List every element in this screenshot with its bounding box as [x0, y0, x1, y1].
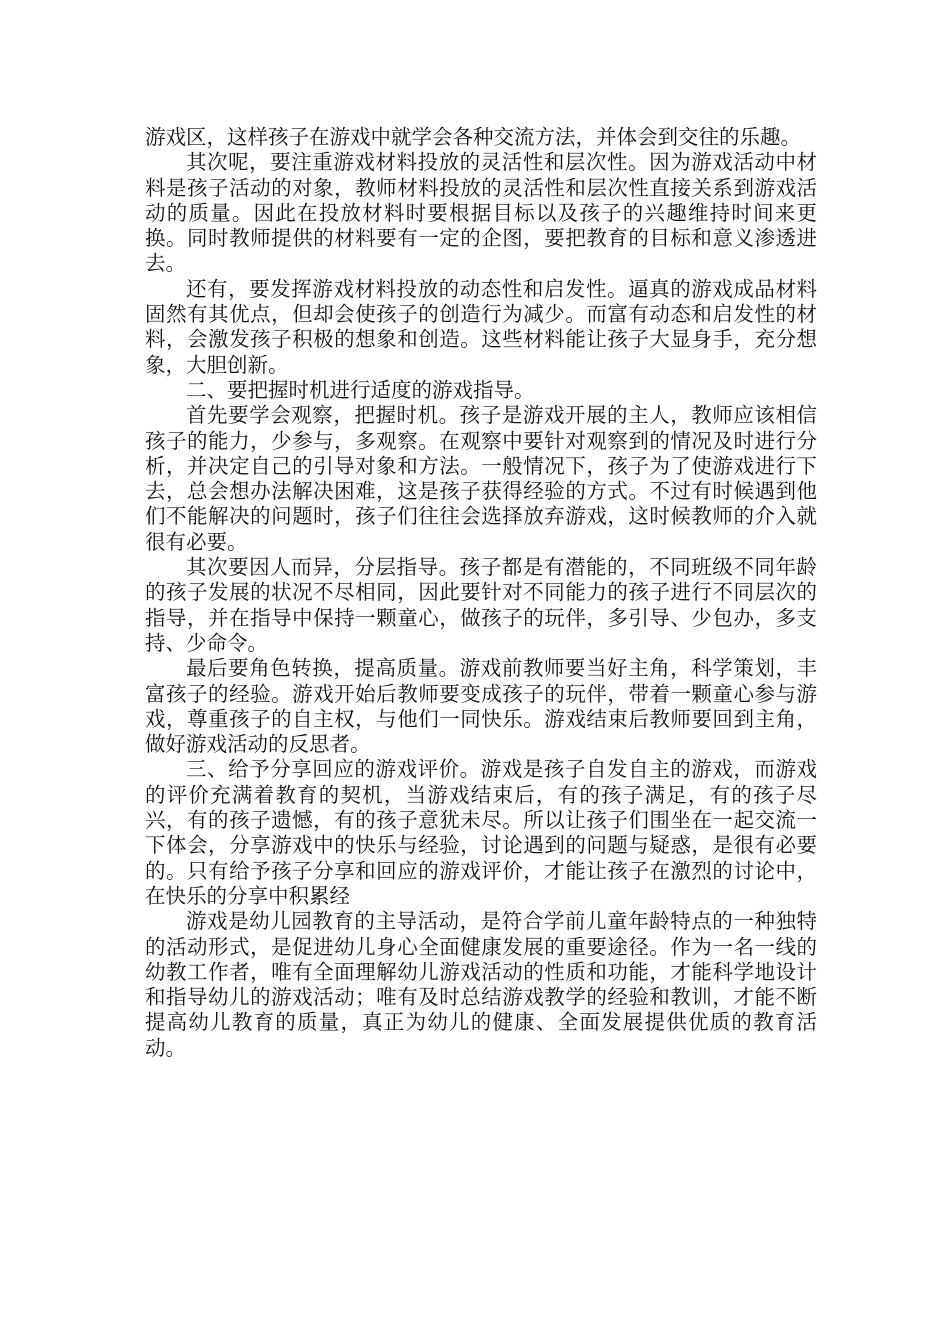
- document-body: [145, 125, 817, 1061]
- section-heading-guidance: 二、要把握时机进行适度的游戏指导。: [186, 377, 535, 402]
- paragraph-observation: 首先要学会观察，把握时机。孩子是游戏开展的主人，教师应该相信孩子的能力，少参与，多观察。在观察中要针对观察到的情况及时进行分析，并决定自己的引导对象和方法。一般情况下，孩子为了使游戏进行下去，总会想办法解决困难，这是孩子获得经验的方式。不过有时候遇到他们不能解决的问题时，孩子们往往会选择放弃游戏，这时候教师的介入就很有必要。: [145, 403, 817, 554]
- paragraph-conclusion: 游戏是幼儿园教育的主导活动，是符合学前儿童年龄特点的一种独特的活动形式，是促进幼儿身心全面健康发展的重要途径。作为一名一线的幼教工作者，唯有全面理解幼儿游戏活动的性质和功能，才能科学地设计和指导幼儿的游戏活动；唯有及时总结游戏教学的经验和教训，才能不断提高幼儿教育的质量，真正为幼儿的健康、全面发展提供优质的教育活动。: [145, 909, 817, 1060]
- paragraph-material-flexibility: 其次呢，要注重游戏材料投放的灵活性和层次性。因为游戏活动中材料是孩子活动的对象，教师材料投放的灵活性和层次性直接关系到游戏活动的质量。因此在投放材料时要根据目标以及孩子的兴趣维持时间来更换。同时教师提供的材料要有一定的企图，要把教育的目标和意义渗透进去。: [145, 150, 817, 276]
- paragraph-evaluation: 三、给予分享回应的游戏评价。游戏是孩子自发自主的游戏，而游戏的评价充满着教育的契机，当游戏结束后，有的孩子满足，有的孩子尽兴，有的孩子遗憾，有的孩子意犹未尽。所以让孩子们围坐在一起交流一下体会，分享游戏中的快乐与经验，讨论遇到的问题与疑惑，是很有必要的。只有给予孩子分享和回应的游戏评价，才能让孩子在激烈的讨论中，在快乐的分享中积累经: [145, 757, 817, 908]
- paragraph-layered-guidance: 其次要因人而异，分层指导。孩子都是有潜能的，不同班级不同年龄的孩子发展的状况不尽相同，因此要针对不同能力的孩子进行不同层次的指导，并在指导中保持一颗童心，做孩子的玩伴，多引导、少包办，多支持、少命令。: [145, 555, 817, 655]
- paragraph-role-change: 最后要角色转换，提高质量。游戏前教师要当好主角，科学策划，丰富孩子的经验。游戏开始后教师要变成孩子的玩伴，带着一颗童心参与游戏，尊重孩子的自主权，与他们一同快乐。游戏结束后教师要回到主角，做好游戏活动的反思者。: [145, 656, 817, 757]
- paragraph-material-dynamics: 还有，要发挥游戏材料投放的动态性和启发性。逼真的游戏成品材料固然有其优点，但却会使孩子的创造行为减少。而富有动态和启发性的材料，会激发孩子积极的想象和创造。这些材料能让孩子大显身手，充分想象，大胆创新。: [145, 276, 817, 377]
- paragraph-continuation: 游戏区，这样孩子在游戏中就学会各种交流方法，并体会到交往的乐趣。: [145, 125, 801, 149]
